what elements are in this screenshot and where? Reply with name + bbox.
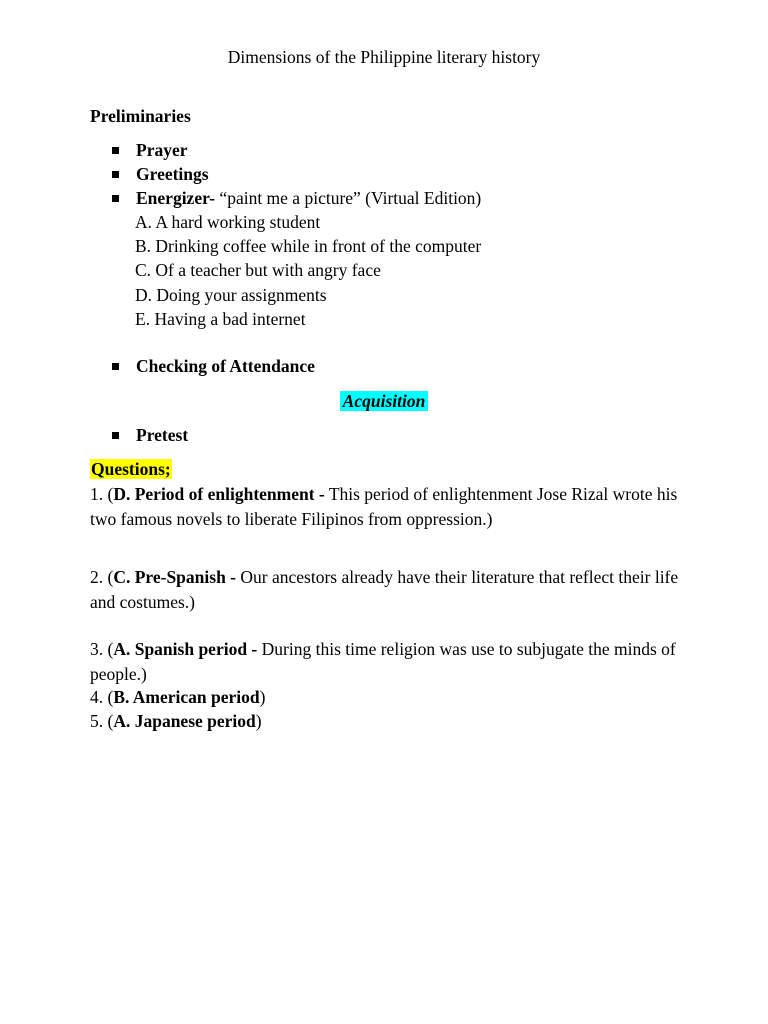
prayer-label: Prayer bbox=[136, 140, 188, 160]
answer-item-1 bbox=[90, 482, 680, 531]
square-bullet-icon bbox=[112, 363, 119, 370]
preliminaries-heading: Preliminaries bbox=[90, 106, 191, 126]
answer-item-2 bbox=[90, 565, 680, 614]
energizer-description: “paint me a picture” (Virtual Edition) bbox=[215, 188, 482, 208]
answer-item-5 bbox=[90, 709, 680, 734]
energizer-option: A. A hard working student bbox=[135, 212, 321, 232]
energizer-option: D. Doing your assignments bbox=[135, 285, 327, 305]
answer-explanation: During this time religion was use to subjugate the minds of people.) bbox=[90, 639, 676, 684]
square-bullet-icon bbox=[112, 147, 119, 154]
square-bullet-icon bbox=[112, 171, 119, 178]
answer-prefix: 1. ( bbox=[90, 484, 114, 504]
questions-heading-row bbox=[90, 458, 172, 480]
energizer-option: C. Of a teacher but with angry face bbox=[135, 260, 381, 280]
greetings-label: Greetings bbox=[136, 164, 209, 184]
answer-prefix: 5. ( bbox=[90, 711, 114, 731]
bullet-item-greetings bbox=[112, 163, 209, 185]
answer-explanation: This period of enlightenment Jose Rizal wrote his two famous novels to liberate Filipinos from oppression.) bbox=[90, 484, 678, 529]
answer-explanation: ) bbox=[255, 711, 262, 731]
bullet-item-attendance bbox=[112, 355, 315, 377]
answer-choice: C. Pre-Spanish - bbox=[113, 567, 237, 587]
answer-explanation: ) bbox=[259, 687, 266, 707]
answer-explanation: Our ancestors already have their literature that reflect their life and costumes.) bbox=[90, 567, 679, 612]
acquisition-heading-row bbox=[0, 390, 768, 412]
answer-prefix: 2. ( bbox=[90, 567, 114, 587]
answer-item-4 bbox=[90, 685, 680, 710]
document-title: Dimensions of the Philippine literary history bbox=[227, 47, 541, 67]
answer-item-3 bbox=[90, 637, 680, 686]
answer-prefix: 4. ( bbox=[90, 687, 114, 707]
answer-prefix: 3. ( bbox=[90, 639, 114, 659]
attendance-label: Checking of Attendance bbox=[136, 356, 315, 376]
square-bullet-icon bbox=[112, 195, 119, 202]
bullet-item-prayer bbox=[112, 139, 188, 161]
answer-choice: A. Japanese period bbox=[113, 711, 256, 731]
energizer-option: E. Having a bad internet bbox=[135, 309, 306, 329]
square-bullet-icon bbox=[112, 432, 119, 439]
answer-choice: A. Spanish period - bbox=[113, 639, 258, 659]
bullet-item-pretest bbox=[112, 424, 188, 446]
pretest-label: Pretest bbox=[136, 425, 189, 445]
acquisition-heading: Acquisition bbox=[340, 391, 429, 411]
answer-choice: D. Period of enlightenment - bbox=[113, 484, 325, 504]
energizer-label: Energizer- bbox=[136, 188, 216, 208]
bullet-item-energizer bbox=[112, 187, 481, 209]
answer-choice: B. American period bbox=[113, 687, 260, 707]
energizer-option: B. Drinking coffee while in front of the computer bbox=[135, 236, 482, 256]
questions-heading: Questions; bbox=[91, 459, 171, 479]
